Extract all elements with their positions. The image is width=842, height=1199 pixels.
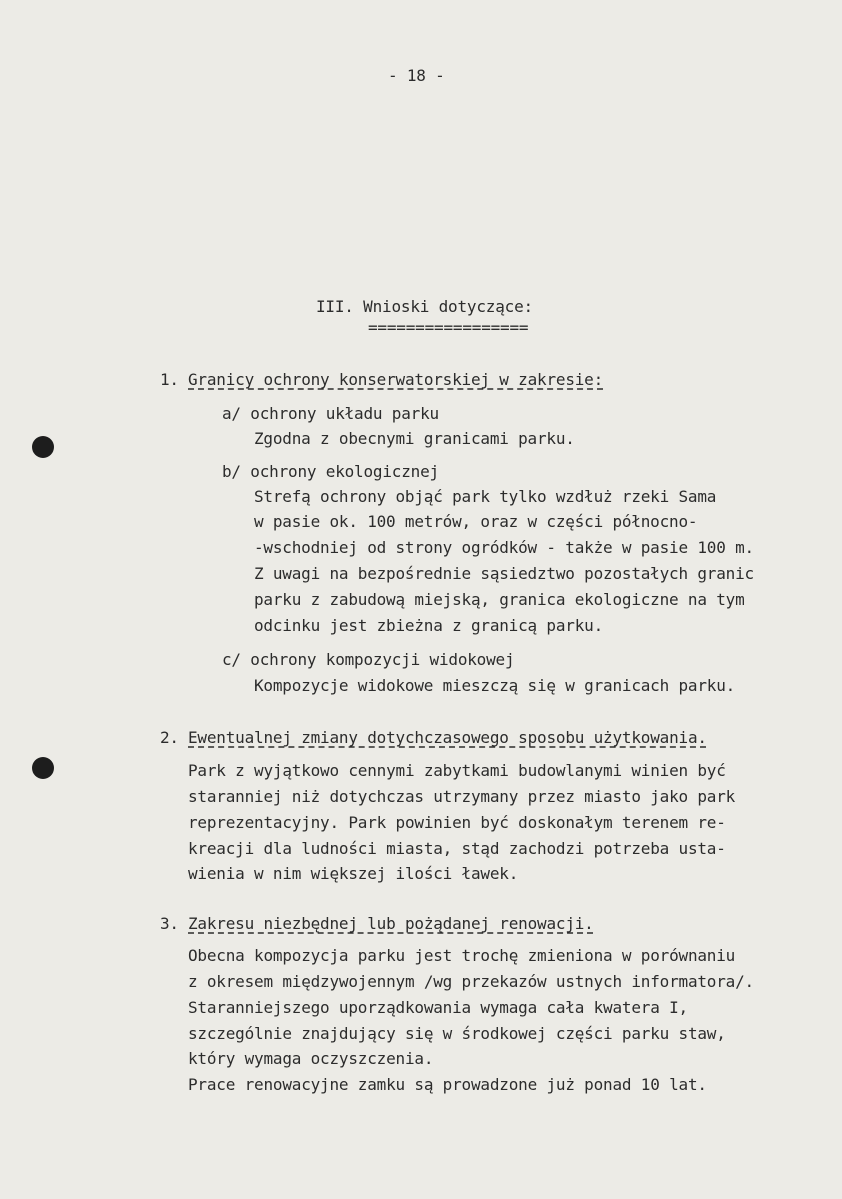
item-2-text-line: reprezentacyjny. Park powinien być doskonałym terenem re- [188, 813, 726, 832]
item-1b-text-line: -wschodniej od strony ogródków - także w pasie 100 m. [254, 538, 754, 557]
item-2-text-line: wienia w nim większej ilości ławek. [188, 864, 519, 883]
item-1b-text-line: parku z zabudową miejską, granica ekologiczne na tym [254, 590, 745, 609]
item-2-heading: Ewentualnej zmiany dotychczasowego sposobu użytkowania. [188, 728, 707, 747]
item-1-number: 1. [160, 370, 179, 389]
item-1b-text-line: odcinku jest zbieżna z granicą parku. [254, 616, 604, 635]
punch-hole-top [32, 436, 54, 458]
item-3-text-line: który wymaga oczyszczenia. [188, 1049, 434, 1068]
item-2-text-line: kreacji dla ludności miasta, stąd zachodzi potrzeba usta- [188, 839, 726, 858]
item-1b-text-line: w pasie ok. 100 metrów, oraz w części północno- [254, 512, 698, 531]
item-1b-label: b/ ochrony ekologicznej [222, 462, 439, 481]
punch-hole-bottom [32, 757, 54, 779]
section-title-underline: ================= [368, 318, 529, 337]
item-3-text-line: szczególnie znajdujący się w środkowej części parku staw, [188, 1024, 726, 1043]
item-2-text-line: staranniej niż dotychczas utrzymany przez miasto jako park [188, 787, 736, 806]
page-number: - 18 - [388, 66, 445, 85]
item-2-number: 2. [160, 728, 179, 747]
item-3-text-line: Prace renowacyjne zamku są prowadzone już ponad 10 lat. [188, 1075, 707, 1094]
item-3-number: 3. [160, 914, 179, 933]
item-1b-text-line: Z uwagi na bezpośrednie sąsiedztwo pozostałych granic [254, 564, 754, 583]
item-3-text-line: z okresem międzywojennym /wg przekazów ustnych informatora/. [188, 972, 754, 991]
item-3-text-line: Staranniejszego uporządkowania wymaga cała kwatera I, [188, 998, 688, 1017]
item-1c-label: c/ ochrony kompozycji widokowej [222, 650, 515, 669]
item-1b-text-line: Strefą ochrony objąć park tylko wzdłuż rzeki Sama [254, 487, 717, 506]
item-3-text-line: Obecna kompozycja parku jest trochę zmieniona w porównaniu [188, 946, 736, 965]
item-1a-label: a/ ochrony układu parku [222, 404, 439, 423]
section-title: III. Wnioski dotyczące: [316, 297, 533, 316]
item-2-text-line: Park z wyjątkowo cennymi zabytkami budowlanymi winien być [188, 761, 726, 780]
item-1-heading: Granicy ochrony konserwatorskiej w zakresie: [188, 370, 604, 389]
item-1c-text-line: Kompozycje widokowe mieszczą się w granicach parku. [254, 676, 736, 695]
item-3-heading: Zakresu niezbędnej lub pożądanej renowacji. [188, 914, 594, 933]
item-1a-text-line: Zgodna z obecnymi granicami parku. [254, 429, 575, 448]
